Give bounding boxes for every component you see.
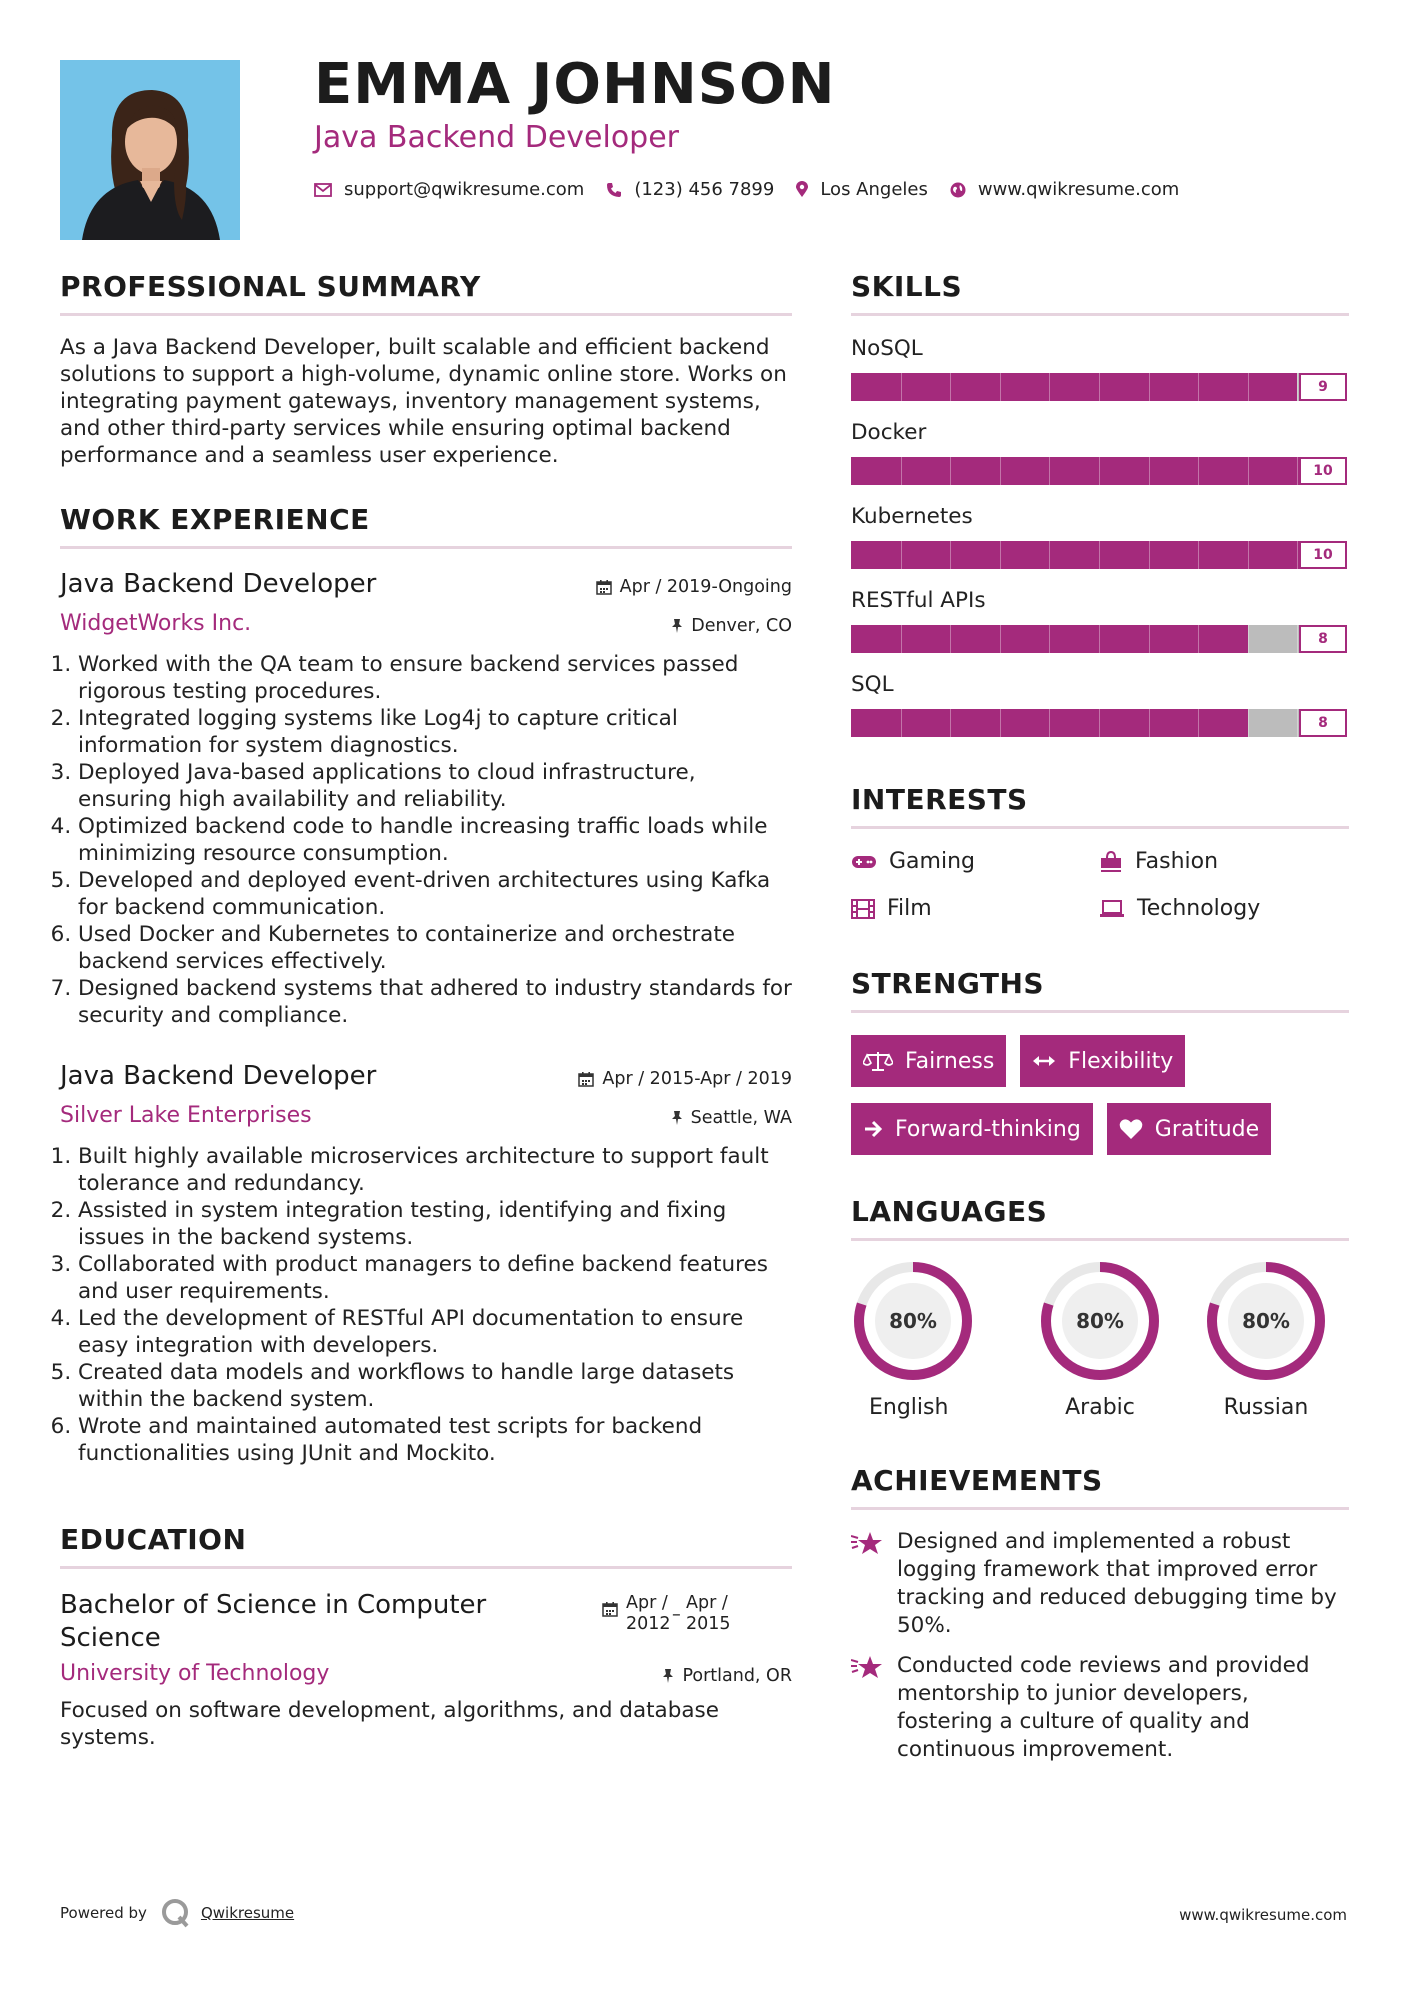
skill-bar-segment <box>1248 373 1249 401</box>
skill-value: 10 <box>1299 541 1347 569</box>
contact-bar <box>314 179 1201 200</box>
company-name: WidgetWorks Inc. <box>60 611 252 636</box>
job-date <box>596 577 792 597</box>
language-name: English <box>869 1395 949 1420</box>
balance-scale-icon <box>863 1050 893 1072</box>
contact-location-text: Los Angeles <box>820 179 928 200</box>
skill-bar-segment <box>950 373 951 401</box>
list-item: 5. Created data models and workflows to handle large datasets within the backend system. <box>78 1359 792 1413</box>
interests-title: INTERESTS <box>851 783 1349 829</box>
skill-value: 9 <box>1299 373 1347 401</box>
job-date-text: Apr / 2019-Ongoing <box>619 577 792 597</box>
skill-bar-segment <box>1000 541 1001 569</box>
skill-bar-segment <box>950 709 951 737</box>
job-title: Java Backend Developer <box>60 1061 377 1091</box>
skill-bar-segment <box>1099 709 1100 737</box>
education-date-start: Apr / 2012 <box>626 1593 671 1634</box>
skill-item <box>851 504 1349 569</box>
languages-list <box>851 1259 1349 1420</box>
arrow-right-icon <box>863 1119 883 1139</box>
skill-bar <box>851 373 1347 401</box>
skill-bar-segment <box>1000 625 1001 653</box>
skill-bar-segment <box>901 457 902 485</box>
skill-bar-segment <box>1149 541 1150 569</box>
skill-bar-segment <box>1000 709 1001 737</box>
skill-bar-segment <box>1149 457 1150 485</box>
contact-location <box>796 179 928 200</box>
heart-icon <box>1119 1118 1143 1140</box>
skill-bar-segment <box>1198 541 1199 569</box>
duties-list <box>60 1143 792 1467</box>
languages-section <box>851 1195 1349 1420</box>
list-item: 4. Optimized backend code to handle increasing traffic loads while minimizing resource consumption. <box>78 813 792 867</box>
job-entry <box>60 569 792 1029</box>
list-item: 4. Led the development of RESTful API documentation to ensure easy integration with developers. <box>78 1305 792 1359</box>
calendar-icon <box>602 1601 618 1617</box>
strength-badge <box>1020 1035 1185 1087</box>
strength-label: Flexibility <box>1068 1048 1174 1074</box>
thumbtack-icon <box>671 618 683 634</box>
skill-name: Kubernetes <box>851 504 973 529</box>
phone-icon <box>606 182 622 198</box>
skill-fill <box>851 373 1297 401</box>
education-location-text: Portland, OR <box>682 1666 792 1686</box>
interest-item <box>851 849 1099 874</box>
skill-bar-segment <box>1049 541 1050 569</box>
summary-text: As a Java Backend Developer, built scalable and efficient backend solutions to support a high-volume, dynamic online store. Works on integrating payment gateways, inventory management systems, and other third-party services while ensuring optimal backend performance and a seamless user experience. <box>60 335 787 468</box>
strength-badge <box>851 1103 1093 1155</box>
strength-badge <box>851 1035 1006 1087</box>
contact-phone-text: (123) 456 7899 <box>634 179 775 200</box>
skill-bar-segment <box>1198 457 1199 485</box>
interest-label: Fashion <box>1135 849 1219 874</box>
skill-bar-segment <box>1049 373 1050 401</box>
strengths-section <box>851 967 1349 1155</box>
skill-bar-segment <box>901 373 902 401</box>
contact-email[interactable] <box>314 179 584 200</box>
list-item: 5. Developed and deployed event-driven architectures using Kafka for backend communication. <box>78 867 792 921</box>
calendar-icon <box>578 1071 594 1087</box>
contact-website-text: www.qwikresume.com <box>977 179 1180 200</box>
list-item: 2. Assisted in system integration testing, identifying and fixing issues in the backend systems. <box>78 1197 792 1251</box>
education-date-separator: – <box>672 1605 681 1625</box>
skill-bar-segment <box>901 541 902 569</box>
job-date-text: Apr / 2015-Apr / 2019 <box>602 1069 792 1089</box>
candidate-role: Java Backend Developer <box>314 120 680 155</box>
contact-email-text: support@qwikresume.com <box>344 179 585 200</box>
experience-title: WORK EXPERIENCE <box>60 503 792 549</box>
education-section <box>60 1523 792 1751</box>
skill-name: NoSQL <box>851 336 923 361</box>
qwikresume-logo-icon <box>161 1898 191 1928</box>
strengths-list <box>851 1035 1349 1155</box>
skill-bar-segment <box>950 625 951 653</box>
language-percent: 80% <box>1242 1309 1290 1333</box>
list-item: 6. Wrote and maintained automated test scripts for backend functionalities using JUnit and Mockito. <box>78 1413 792 1467</box>
language-name: Arabic <box>1065 1395 1135 1420</box>
achievement-item <box>851 1652 1349 1764</box>
achievement-item <box>851 1528 1349 1640</box>
skill-bar-segment <box>1049 709 1050 737</box>
achievements-section <box>851 1464 1349 1764</box>
language-percent: 80% <box>1076 1309 1124 1333</box>
skill-bar-segment <box>1149 373 1150 401</box>
envelope-icon <box>314 183 332 197</box>
list-item: 1. Worked with the QA team to ensure backend services passed rigorous testing procedures. <box>78 651 792 705</box>
school-name: University of Technology <box>60 1661 330 1686</box>
summary-section <box>60 270 792 469</box>
experience-section <box>60 503 792 1467</box>
strength-badge <box>1107 1103 1271 1155</box>
education-date <box>602 1593 732 1635</box>
skill-bar-segment <box>901 625 902 653</box>
skill-bar-segment <box>1099 457 1100 485</box>
footer-branding <box>60 1898 294 1928</box>
footer-website[interactable]: www.qwikresume.com <box>1179 1906 1347 1924</box>
achievements-title: ACHIEVEMENTS <box>851 1464 1349 1510</box>
skill-bar <box>851 709 1347 737</box>
map-pin-icon <box>796 181 808 198</box>
arrows-horizontal-icon <box>1032 1054 1056 1068</box>
list-item: 1. Built highly available microservices architecture to support fault tolerance and redundancy. <box>78 1143 792 1197</box>
skill-bar-segment <box>950 541 951 569</box>
list-item: 7. Designed backend systems that adhered to industry standards for security and compliance. <box>78 975 792 1029</box>
profile-photo-illustration <box>60 60 240 240</box>
job-location <box>671 616 792 636</box>
languages-title: LANGUAGES <box>851 1195 1349 1241</box>
job-location-text: Denver, CO <box>691 616 792 636</box>
education-description: Focused on software development, algorithms, and database systems. <box>60 1698 719 1750</box>
achievement-text: Conducted code reviews and provided mentorship to junior developers, fostering a culture of quality and continuous improvement. <box>897 1653 1310 1762</box>
list-item: 3. Deployed Java-based applications to cloud infrastructure, ensuring high availability and reliability. <box>78 759 792 813</box>
skill-bar-segment <box>1099 541 1100 569</box>
education-date-end: Apr / 2015 <box>686 1593 731 1634</box>
shopping-bag-icon <box>1099 851 1123 873</box>
star-burst-icon <box>851 1530 883 1556</box>
skill-bar <box>851 457 1347 485</box>
language-progress-ring <box>851 1259 975 1383</box>
language-item <box>1017 1259 1183 1420</box>
job-entry <box>60 1061 792 1467</box>
skill-bar-segment <box>1099 373 1100 401</box>
education-title: EDUCATION <box>60 1523 792 1569</box>
list-item: 3. Collaborated with product managers to define backend features and user requirements. <box>78 1251 792 1305</box>
job-location <box>671 1108 792 1128</box>
calendar-icon <box>596 579 612 595</box>
skill-bar <box>851 625 1347 653</box>
skill-value: 8 <box>1299 625 1347 653</box>
education-location <box>662 1666 792 1686</box>
list-item: 6. Used Docker and Kubernetes to containerize and orchestrate backend services effectively. <box>78 921 792 975</box>
language-progress-ring <box>1204 1259 1328 1383</box>
skill-value: 10 <box>1299 457 1347 485</box>
language-percent: 80% <box>889 1309 937 1333</box>
summary-title: PROFESSIONAL SUMMARY <box>60 270 792 316</box>
skill-value: 8 <box>1299 709 1347 737</box>
skill-bar-segment <box>950 457 951 485</box>
skill-bar-segment <box>1099 625 1100 653</box>
skill-item <box>851 672 1349 737</box>
skill-bar-segment <box>1198 709 1199 737</box>
right-column <box>851 270 1349 1764</box>
skills-title: SKILLS <box>851 270 1349 316</box>
duties-list <box>60 651 792 1029</box>
skill-bar-segment <box>901 709 902 737</box>
language-progress-ring <box>1038 1259 1162 1383</box>
skill-bar-segment <box>1198 373 1199 401</box>
qwikresume-link[interactable]: Qwikresume <box>200 1904 295 1922</box>
interests-section <box>851 783 1349 921</box>
skill-bar-segment <box>1149 709 1150 737</box>
globe-icon <box>950 182 966 198</box>
film-icon <box>851 899 875 919</box>
job-title: Java Backend Developer <box>60 569 377 599</box>
skill-bar-segment <box>1049 625 1050 653</box>
gamepad-icon <box>851 854 877 870</box>
interest-label: Film <box>887 896 932 921</box>
skill-bar-segment <box>1000 457 1001 485</box>
skill-bar-segment <box>1248 457 1249 485</box>
achievement-text: Designed and implemented a robust logging framework that improved error tracking and reduced debugging time by 50%. <box>897 1529 1337 1638</box>
left-column <box>60 270 792 1751</box>
skill-bar-segment <box>1049 457 1050 485</box>
language-item <box>1183 1259 1349 1420</box>
strength-label: Forward-thinking <box>895 1116 1081 1142</box>
list-item: 2. Integrated logging systems like Log4j to capture critical information for system diagnostics. <box>78 705 792 759</box>
contact-website[interactable] <box>950 179 1179 200</box>
skill-name: SQL <box>851 672 894 697</box>
profile-photo <box>60 60 240 240</box>
strengths-title: STRENGTHS <box>851 967 1349 1013</box>
thumbtack-icon <box>662 1668 674 1684</box>
skill-name: RESTful APIs <box>851 588 986 613</box>
language-name: Russian <box>1223 1395 1309 1420</box>
powered-by-label: Powered by <box>60 1904 147 1922</box>
skill-item <box>851 588 1349 653</box>
job-location-text: Seattle, WA <box>690 1108 792 1128</box>
skill-item <box>851 336 1349 401</box>
star-burst-icon <box>851 1654 883 1680</box>
skills-section <box>851 270 1349 737</box>
strength-label: Gratitude <box>1154 1116 1260 1142</box>
interest-item <box>851 896 1099 921</box>
language-item <box>851 1259 1017 1420</box>
skill-item <box>851 420 1349 485</box>
interest-item <box>1099 896 1347 921</box>
skill-bar-segment <box>1149 625 1150 653</box>
company-name: Silver Lake Enterprises <box>60 1103 312 1128</box>
interest-label: Gaming <box>889 849 975 874</box>
degree-title: Bachelor of Science in Computer Science <box>60 1590 487 1653</box>
skill-bar-segment <box>1198 625 1199 653</box>
skill-bar-segment <box>1248 541 1249 569</box>
strength-label: Fairness <box>905 1048 995 1074</box>
thumbtack-icon <box>671 1110 683 1126</box>
skill-bar-segment <box>1000 373 1001 401</box>
interest-label: Technology <box>1137 896 1261 921</box>
skill-bar <box>851 541 1347 569</box>
laptop-icon <box>1099 900 1125 918</box>
candidate-name: EMMA JOHNSON <box>314 52 836 117</box>
skill-name: Docker <box>851 420 927 445</box>
contact-phone[interactable] <box>606 179 774 200</box>
skill-bar-segment <box>1248 625 1249 653</box>
skills-list <box>851 336 1349 737</box>
interests-list <box>851 849 1349 921</box>
interest-item <box>1099 849 1347 874</box>
skill-bar-segment <box>1248 709 1249 737</box>
job-date <box>578 1069 792 1089</box>
